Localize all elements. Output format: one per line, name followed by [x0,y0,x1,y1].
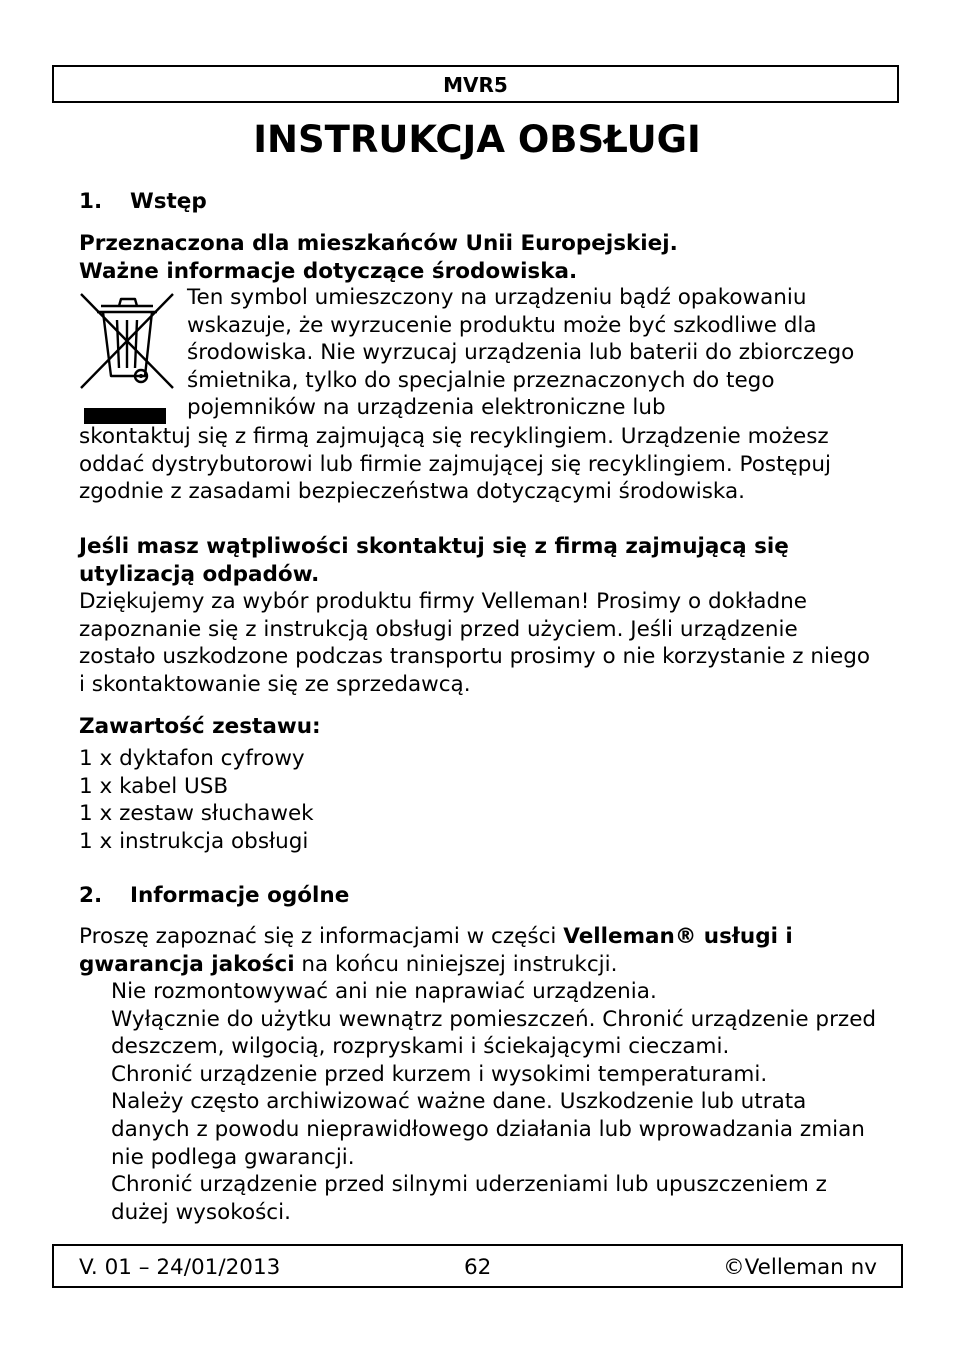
weee-description: Ten symbol umieszczony na urządzeniu bądź opakowaniu wskazuje, że wyrzucenie produktu może być szkodliwe dla środowiska. Nie wyrzucaj urządzenia lub baterii do zbiorczego śmietnika, tylko do specjalnie przeznaczonych do tego pojemników na urządzenia elektroniczne lub [187,285,855,421]
eu-line-1: Przeznaczona dla mieszkańców Unii Europejskiej. [79,231,678,256]
section-2-heading [79,882,879,910]
eu-notice [79,230,879,285]
intro-text-end: na końcu niniejszej instrukcji. [294,951,618,977]
section-2-title: Informacje ogólne [130,883,350,908]
doubt-notice: Jeśli masz wątpliwości skontaktuj się z firmą zajmującą się utylizacją odpadów. [79,534,789,587]
contents-list [79,745,879,855]
weee-description-continued: skontaktuj się z firmą zajmującą się recyklingiem. Urządzenie możesz oddać dystrybutorowi lub firmie zajmującej się recyklingiem. Postępuj zgodnie z zasadami bezpieczeństwa dotyczącymi środowiska. [79,424,832,505]
list-item: Chronić urządzenie przed kurzem i wysokimi temperaturami. [111,1061,768,1087]
thanks-paragraph: Dziękujemy za wybór produktu firmy Velleman! Prosimy o dokładne zapoznanie się z instrukcją obsługi przed użyciem. Jeśli urządzenie zostało uszkodzone podczas transportu prosimy o nie korzystanie z niego i skontaktowanie się ze sprzedawcą. [79,589,871,697]
list-item: 1 x kabel USB [79,773,229,799]
contents-heading: Zawartość zestawu: [79,714,321,739]
eu-line-2: Ważne informacje dotyczące środowiska. [79,258,578,284]
list-item: 1 x instrukcja obsługi [79,828,309,854]
list-item: Wyłącznie do użytku wewnątrz pomieszczeń. Chronić urządzenie przed deszczem, wilgocią, rozpryskami i ściekającymi cieczami. [111,1006,877,1060]
list-item: 1 x zestaw słuchawek [79,801,314,827]
list-item: 1 x dyktafon cyfrowy [79,746,305,771]
safety-list [111,978,891,1226]
page-title: INSTRUKCJA OBSŁUGI [253,118,701,161]
list-item: Nie rozmontowywać ani nie naprawiać urządzenia. [111,979,657,1004]
model-label: MVR5 [443,73,508,97]
version-date: V. 01 – 24/01/2013 [79,1255,281,1280]
section-1-number: 1. [79,189,103,214]
list-item: Chronić urządzenie przed silnymi uderzeniami lub upuszczeniem z dużej wysokości. [111,1172,827,1225]
page-footer [52,1244,903,1288]
model-header [52,65,899,103]
warranty-reference: Velleman® usługi i gwarancja jakości [79,924,793,977]
section-1-heading [79,188,879,216]
list-item: Należy często archiwizować ważne dane. Uszkodzenie lub utrata danych z powodu nieprawidłowego działania lub wprowadzania zmian nie podlega gwarancji. [111,1089,865,1170]
intro-text: Proszę zapoznać się z informacjami w części [79,924,564,949]
page-number: 62 [464,1255,492,1280]
section-1-title: Wstęp [130,189,207,214]
section-2-number: 2. [79,883,103,908]
copyright: ©Velleman nv [723,1255,877,1280]
weee-bin-icon [79,288,175,428]
section-2-intro [79,923,879,978]
